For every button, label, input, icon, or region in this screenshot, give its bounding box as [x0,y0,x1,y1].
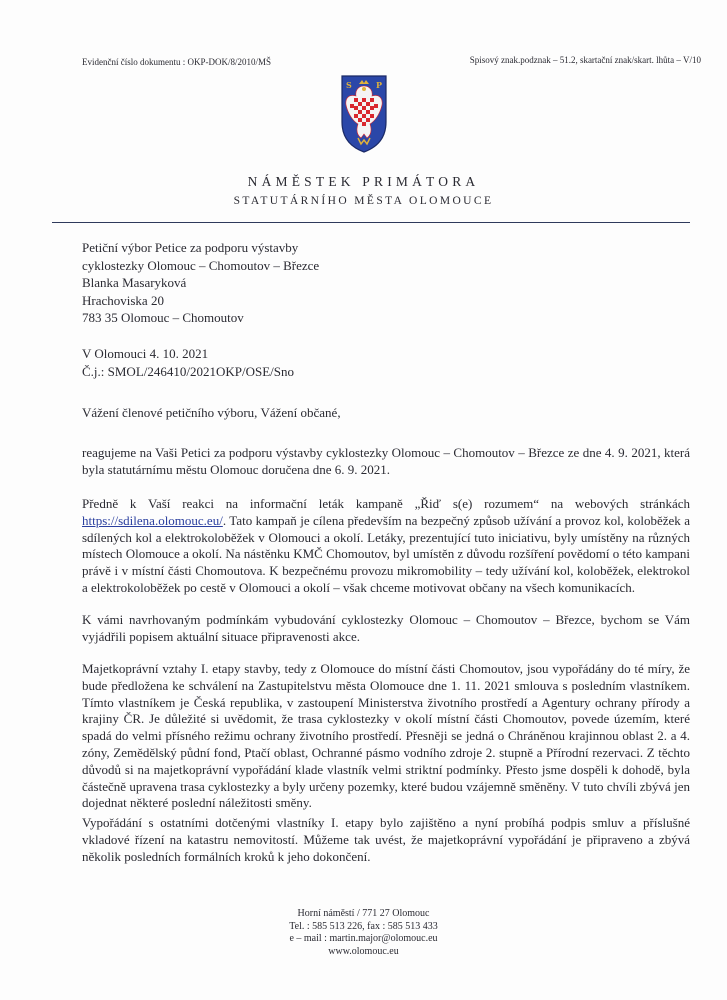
footer-contact [0,908,727,958]
campaign-link[interactable]: https://sdilena.olomouc.eu/ [82,512,223,528]
footer-email: e – mail : martin.major@olomouc.eu [289,933,438,944]
address-line: cyklostezky Olomouc – Chomoutov – Březce [82,257,320,273]
coat-letter-s: S [346,80,352,90]
evidence-number: Evidenční číslo dokumentu : OKP-DOK/8/2010/MŠ [82,57,271,67]
office-subtitle: STATUTÁRNÍHO MĚSTA OLOMOUCE [233,195,494,207]
date-and-reference [82,345,294,380]
address-line: Hrachoviska 20 [82,292,164,308]
office-title: NÁMĚSTEK PRIMÁTORA [247,174,480,189]
paragraph-4: Majetkoprávní vztahy I. etapy stavby, tedy z Olomouce do místní části Chomoutov, jsou vypořádány do té míry, že bude předložena ke schválení na Zastupitelstvu města Olomouce dne 1. 11. 2021 smlouva s posledním vlastníkem. Tímto vlastníkem je Česká republika, v zastoupení Ministerstva životního prostředí a Agentury ochrany přírody a krajiny ČR. Je důležité si uvědomit, že trasa cyklostezky v okolí místní části Chomoutov, povede územím, které spadá do velmi přísného režimu ochrany životního prostředí. Přesněji se jedná o Chráněnou krajinnou oblast 2. a 4. zóny, Zemědělský půdní fond, Ptačí oblast, Ochranné pásmo vodního zdroje 2. stupně a Přírodní rezervaci. Z těchto důvodů si na majetkoprávní vypořádání klade vlastník velmi striktní podmínky. Přesto jsme dospěli k dohodě, byla částečně upravena trasa cyklostezky a byly určeny pozemky, které budou vzájemně směněny. V tuto chvíli zbývá jen dojednat některé poslední náležitosti směny. [82,661,690,811]
footer-website: www.olomouc.eu [328,945,399,957]
file-mark: Spisový znak.podznak – 51.2, skartační znak/skart. lhůta – V/10 [469,55,701,65]
address-line: Petiční výbor Petice za podporu výstavby [82,240,299,255]
olomouc-eagle-icon [339,74,389,154]
paragraph-2-end: . Tato kampaň je cílena především na bezpečný způsob užívání a provoz kol, koloběžek a sdílených kol a elektrokoloběžek v Olomouci a okolí. Letáky, prezentující tuto iniciativu, byly umístěny na různých místech Olomouce a okolí. Na nástěnku KMČ Chomoutov, byl umístěn z důvodu rozšíření povědomí o této kampani právě i v místní části Chomoutova. K bezpečnému provozu mikromobility – tedy užívání kol, koloběžek, elektrokol a elektrokoloběžek po cestě v Olomouci a okolí – však chceme motivovat občany na všech komunikacích. [82,512,690,595]
footer-phone: Tel. : 585 513 226, fax : 585 513 433 [289,920,438,932]
header-divider [52,222,690,223]
paragraph-2 [82,496,690,597]
footer-address: Horní náměstí / 771 27 Olomouc [297,908,430,919]
letter-date: V Olomouci 4. 10. 2021 [82,346,209,361]
paragraph-5: Vypořádání s ostatními dotčenými vlastníky I. etapy bylo zajištěno a nyní probíhá podpis smluv a příslušné vkladové řízení na katastru nemovitostí. Můžeme tak uvést, že majetkoprávní vypořádání je připraveno a zbývá několik posledních formálních kroků k jeho dokončení. [82,815,690,864]
paragraph-2-start: Předně k Vaší reakci na informační leták kampaně „Řiď s(e) rozumem“ na webových stránkách [82,496,690,511]
coat-letter-p: P [376,80,383,90]
reference-number: Č.j.: SMOL/246410/2021OKP/OSE/Sno [82,363,295,379]
paragraph-1: reagujeme na Vaši Petici za podporu výstavby cyklostezky Olomouc – Chomoutov – Březce ze dne 4. 9. 2021, která byla statutárnímu městu Olomouc doručena dne 6. 9. 2021. [82,445,690,477]
paragraph-3: K vámi navrhovaným podmínkám vybudování cyklostezky Olomouc – Chomoutov – Březce, bychom se Vám vyjádřili popisem aktuální situace připravenosti akce. [82,612,690,644]
recipient-address [82,239,319,327]
address-line: Blanka Masaryková [82,275,187,290]
greeting: Vážení členové petičního výboru, Vážení občané, [82,405,341,420]
address-line: 783 35 Olomouc – Chomoutov [82,310,244,325]
